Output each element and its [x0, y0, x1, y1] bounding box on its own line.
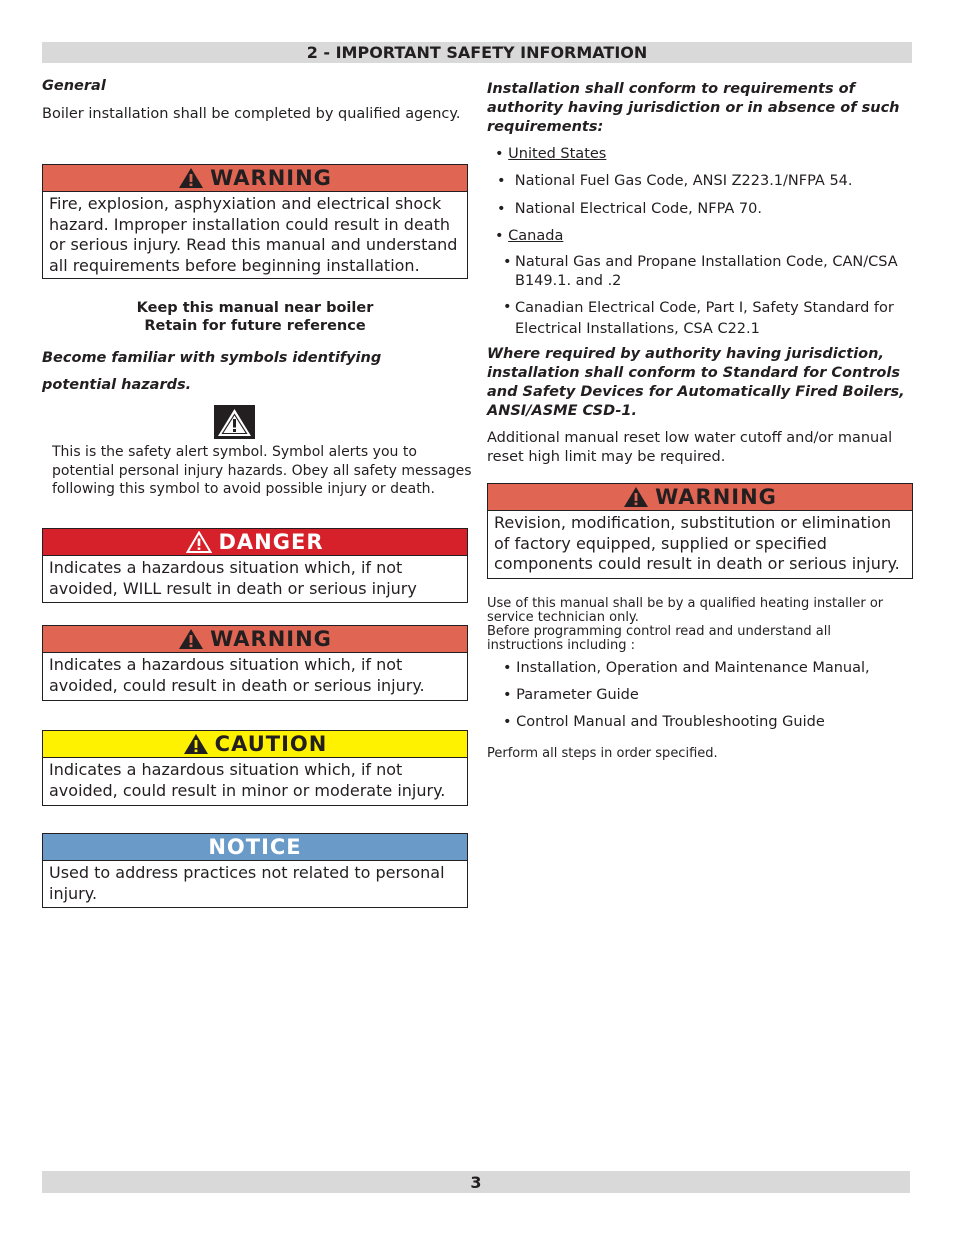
- caution-header: [43, 731, 467, 758]
- installation-heading: Installation shall conform to requirements of authority having jurisdiction or in absence of such requirements:: [487, 81, 900, 135]
- keep-manual-line: Keep this manual near boiler: [136, 300, 374, 316]
- danger-box: [42, 528, 468, 603]
- warning-label: WARNING: [210, 626, 332, 651]
- general-heading: General: [42, 78, 106, 94]
- warning-triangle-icon: [178, 628, 204, 650]
- page-number: 3: [42, 1171, 910, 1193]
- where-required-heading: Where required by authority having jurisdiction, installation shall conform to Standard for Controls and Safety Devices for Automatically Fired Boilers, ANSI/ASME CSD-1.: [487, 346, 905, 419]
- list-item-text: Control Manual and Troubleshooting Guide: [516, 714, 825, 730]
- list-item-text: Parameter Guide: [516, 687, 639, 703]
- familiar-line-2: potential hazards.: [42, 377, 192, 393]
- notice-header: [43, 834, 467, 861]
- warning-text: Indicates a hazardous situation which, if not avoided, could result in death or serious injury.: [49, 655, 425, 695]
- canada-label: Canada: [508, 228, 564, 244]
- warning-header: [43, 165, 467, 192]
- list-item-text: National Electrical Code, NFPA 70.: [514, 201, 762, 217]
- before-programming-text: Before programming control read and understand all instructions including :: [487, 624, 831, 653]
- list-item: • Installation, Operation and Maintenance Manual,: [503, 660, 870, 676]
- bullet-dot: •: [503, 254, 512, 270]
- additional-text: Additional manual reset low water cutoff and/or manual reset high limit may be required.: [487, 430, 893, 465]
- danger-label: DANGER: [218, 529, 324, 554]
- warning-triangle-icon: [623, 486, 649, 508]
- warning-box-modification: [487, 483, 913, 579]
- list-item-canada: • Canada: [495, 228, 564, 244]
- warning-header: [43, 626, 467, 653]
- warning-header: [488, 484, 912, 511]
- bullet-dot: •: [503, 299, 512, 315]
- united-states-label: United States: [508, 146, 607, 162]
- safety-alert-icon: [214, 405, 255, 439]
- notice-text: Used to address practices not related to personal injury.: [49, 863, 445, 903]
- perform-steps-text: Perform all steps in order specified.: [487, 746, 718, 761]
- list-item: Natural Gas and Propane Installation Code, CAN/CSA B149.1. and .2: [515, 254, 898, 289]
- warning-text: Revision, modification, substitution or elimination of factory equipped, supplied or specified components could result in death or serious injury.: [494, 513, 900, 573]
- list-item: • National Fuel Gas Code, ANSI Z223.1/NFPA 54.: [497, 173, 853, 189]
- list-item-text: National Fuel Gas Code, ANSI Z223.1/NFPA 54.: [514, 173, 853, 189]
- section-header: 2 - IMPORTANT SAFETY INFORMATION: [42, 42, 912, 63]
- caution-label: CAUTION: [214, 731, 328, 756]
- danger-header: [43, 529, 467, 556]
- familiar-line-1: Become familiar with symbols identifying: [42, 350, 382, 366]
- warning-label: WARNING: [210, 165, 332, 190]
- warning-box-installation: [42, 164, 468, 279]
- list-item: • Control Manual and Troubleshooting Guide: [503, 714, 825, 730]
- caution-box: [42, 730, 468, 806]
- warning-label: WARNING: [655, 484, 777, 509]
- use-of-manual-text: Use of this manual shall be by a qualified heating installer or service technician only.: [487, 596, 884, 625]
- list-item: • Parameter Guide: [503, 687, 639, 703]
- notice-box: [42, 833, 468, 908]
- retain-reference-line: Retain for future reference: [144, 318, 366, 334]
- general-text: Boiler installation shall be completed by qualified agency.: [42, 106, 461, 122]
- alert-symbol-text: This is the safety alert symbol. Symbol alerts you to potential personal injury hazards. Obey all safety messages following this symbol to avoid possible injury or death.: [52, 444, 472, 497]
- list-item-text: Installation, Operation and Maintenance Manual,: [516, 660, 870, 676]
- danger-triangle-icon: [186, 531, 212, 553]
- warning-box-definition: [42, 625, 468, 701]
- list-item: • National Electrical Code, NFPA 70.: [497, 201, 762, 217]
- list-item-united-states: • United States: [495, 146, 607, 162]
- warning-text: Fire, explosion, asphyxiation and electrical shock hazard. Improper installation could result in death or serious injury. Read this manual and understand all requirements before beginning installation.: [49, 194, 458, 275]
- danger-text: Indicates a hazardous situation which, if not avoided, WILL result in death or serious injury: [49, 558, 417, 598]
- notice-label: NOTICE: [208, 834, 302, 859]
- list-item: Canadian Electrical Code, Part I, Safety Standard for Electrical Installations, CSA C22.1: [515, 300, 894, 337]
- warning-triangle-icon: [178, 167, 204, 189]
- caution-text: Indicates a hazardous situation which, if not avoided, could result in minor or moderate injury.: [49, 760, 446, 800]
- caution-triangle-icon: [183, 733, 209, 755]
